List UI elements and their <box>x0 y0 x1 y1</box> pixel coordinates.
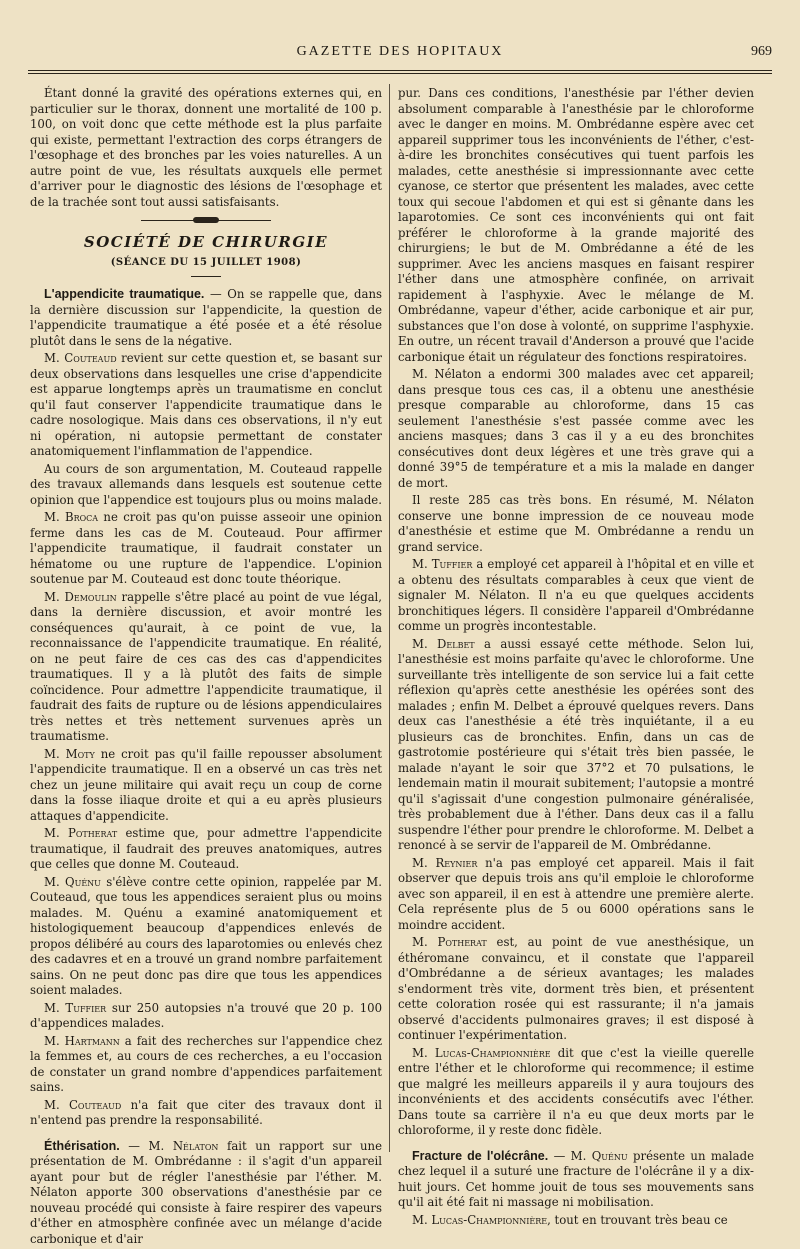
paragraph-broca: M. Broca ne croit pas qu'on puisse asseoir une opinion ferme dans les cas de M. Couteaud. Pour affirmer l'appendicite traumatique, il faudrait constater un hématome ou une rupture de l'appendice. L'opinion soutenue par M. Couteaud est donc toute théorique. <box>30 510 382 586</box>
paragraph-lucas-2: M. Lucas-Championnière, tout en trouvant très beau ce <box>412 1212 728 1227</box>
journal-title: GAZETTE DES HOPITAUX <box>296 44 504 59</box>
short-rule <box>191 276 221 277</box>
paragraph-fracture: Fracture de l'olécrâne. — M. Quénu présente un malade chez lequel il a suturé une fracture de l'olécrâne il y a dix-huit jours. Cet homme jouit de tous ses mouvements sans qu'il ait été fait ni massage ni mobilisation. <box>398 1148 755 1209</box>
paragraph-couteaud-2: M. Couteaud n'a fait que citer des travaux dont il n'entend pas prendre la responsabilité. <box>30 1097 382 1127</box>
page-number: 969 <box>751 44 772 59</box>
intro-paragraph: Étant donné la gravité des opérations externes qui, en particulier sur le thorax, donnent une mortalité de 100 p. 100, on voit donc que cette méthode est la plus parfaite qui existe, permettant l'extraction des corps étrangers de l'œsophage et des bronches par les voies naturelles. A un autre point de vue, les résultats auxquels elle permet d'arriver pour le diagnostic des lésions de l'œsophage et de la trachée sont tout aussi satisfaisants. <box>30 86 382 209</box>
paragraph-appendicite: L'appendicite traumatique. — On se rappelle que, dans la dernière discussion sur l'appendicite, la question de l'appendicite traumatique a été posée et a été résolue plutôt dans le sens de la négative. <box>30 287 382 348</box>
column-divider <box>389 84 390 1152</box>
paragraph-nelaton: M. Nélaton a endormi 300 malades avec cet appareil; dans presque tous ces cas, il a obtenu une anesthésie presque comparable au chloroforme, dans 15 cas seulement l'anesthésie s'est passée comme avec les anciens masques; dans 3 cas il y a eu des bronchites consécutives dont deux légères et une très grave qui a donné 39°5 de température et a mis la malade en danger de mort. <box>398 367 754 490</box>
paragraph-tuffier-right: M. Tuffier a employé cet appareil à l'hôpital et en ville et a obtenu des résultats comparables à ceux que vient de signaler M. Nélaton. Il n'a eu que quelques accidents bronchitiques légers. Il considère l'appareil d'Ombrédanne comme un progrès incontestable. <box>398 557 754 633</box>
subheading-fracture: Fracture de l'olécrâne. <box>412 1148 549 1163</box>
paragraph-moty: M. Moty ne croit pas qu'il faille repousser absolument l'appendicite traumatique. Il en a observé un cas très net chez un jeune militaire qui avait reçu un coup de corne dans la fosse iliaque droite et qui a eu après plusieurs attaques d'appendicite. <box>30 746 382 823</box>
ornamental-separator <box>141 220 271 225</box>
paragraph-couteaud: M. Couteaud revient sur cette question et, se basant sur deux observations dans lesquelles une crise d'appendicite est apparue longtemps après un traumatisme en conclut qu'il faut conserver l'appendicite traumatique dans le cadre nosologique. Mais dans ces observations, il n'y eut ni opération, ni autopsie permettant de constater anatomiquement l'inflammation de l'appendice. <box>30 351 382 458</box>
header-rule <box>28 70 772 71</box>
paragraph-argument: Au cours de son argumentation, M. Couteaud rappelle des travaux allemands dans lesquels est soutenue cette opinion que l'appendice est toujours plus ou moins malade. <box>30 461 382 507</box>
paragraph-tuffier: M. Tuffier sur 250 autopsies n'a trouvé que 20 p. 100 d'appendices malades. <box>30 1000 383 1030</box>
paragraph-reste: Il reste 285 cas très bons. En résumé, M. Nélaton conserve une bonne impression de ce nouveau mode d'anesthésie et estime que M. Ombrédanne a rendu un grand service. <box>398 493 754 554</box>
subheading-etherisation: Éthérisation. <box>44 1138 120 1153</box>
paragraph-hartmann: M. Hartmann a fait des recherches sur l'appendice chez la femmes et, au cours de ces recherches, a eu l'occasion de constater un grand nombre d'appendices parfaitement sains. <box>30 1033 382 1094</box>
page-header <box>28 38 772 68</box>
paragraph-quenu: M. Quénu s'élève contre cette opinion, rappelée par M. Couteaud, que tous les appendices seraient plus ou moins malades. M. Quénu a examiné anatomiquement et histologiquement beaucoup d'appendices enlevés de propos délibéré au cours des laparotomies ou enlevés chez des cadavres et en a trouvé un grand nombre parfaitement sains. On ne peut donc pas dire que tous les appendices soient malades. <box>30 874 382 997</box>
header-rule-thin <box>28 73 772 74</box>
paragraph-potherat: M. Potherat estime que, pour admettre l'appendicite traumatique, il faudrait des preuves anatomiques, autres que celles que donne M. Couteaud. <box>30 826 382 871</box>
paragraph-lucas: M. Lucas-Championnière dit que c'est la vieille querelle entre l'éther et le chloroforme qui recommence; il estime que malgré les meilleurs appareils il y aura toujours des inconvénients et des accidents consécutifs avec l'éther. Dans toute sa carrière il n'a eu que deux morts par le chloroforme, il y reste donc fidèle. <box>398 1045 754 1137</box>
paragraph-etherisation: Éthérisation. — M. Nélaton fait un rapport sur une présentation de M. Ombrédanne : il s'agit d'un appareil ayant pour but de régler l'anesthésie par l'éther. M. Nélaton apporte 300 observations d'anesthésie par ce nouveau procédé qui consiste à faire respirer des vapeurs d'éther en atmosphère confinée avec un mélange d'acide carbonique et d'air <box>30 1138 383 1246</box>
subheading-appendicite: L'appendicite traumatique. <box>44 287 205 301</box>
paragraph-continuation: pur. Dans ces conditions, l'anesthésie par l'éther devien absolument comparable à l'anesthésie par le chloroforme avec le danger en moins. M. Ombrédanne espère avec cet appareil supprimer tous les inconvénients de l'éther, c'est-à-dire les bronchites consécutives qui tuent parfois les malades, cette anesthésie si impressionnante avec cette cyanose, ce stertor que présentent les malades, avec cette toux qui secoue l'abdomen et qui est si gênante dans les laparotomies. Ce sont ces inconvénients qui ont fait préférer le chloroforme à la grande majorité des chirurgiens; le but de M. Ombrédanne a été de les supprimer. Avec les anciens masques en faisant respirer l'éther dans une atmosphère confinée, on arrivait rapidement à l'asphyxie. Avec le mélange de M. Ombrédanne, vapeur d'éther, acide carbonique et air pur, substances que l'on dose à volonté, on supprime l'asphyxie. En outre, un récent travail d'Anderson a prouvé que l'acide carbonique était un régulateur des fonctions respiratoires. <box>398 86 754 364</box>
paragraph-reynier: M. Reynier n'a pas employé cet appareil. Mais il fait observer que depuis trois ans qu'il emploie le chloroforme avec son appareil, il en est à attendre une première alerte. Cela représente plus de 5 ou 6000 opérations sans le moindre accident. <box>398 855 755 932</box>
paragraph-delbet: M. Delbet a aussi essayé cette méthode. Selon lui, l'anesthésie est moins parfaite qu'avec le chloroforme. Une surveillante très intelligente de son service lui a fait cette réflexion qu'après cette anesthésie les opérées sont des malades ; enfin M. Delbet a éprouvé quelques revers. Dans deux cas l'anesthésie a été très inquiétante, il a eu plusieurs cas de bronchites. Enfin, dans un cas de gastrotomie postérieure qui s'était très bien passée, le malade n'ayant le soir que 37°2 et 70 pulsations, le lendemain matin il mourait subitement; l'autopsie a montré qu'il s'agissait d'une congestion pulmonaire généralisée, très probablement due à l'éther. Dans deux cas il a fallu suspendre l'éther pour prendre le chloroforme. M. Delbet a renoncé à se servir de l'appareil de M. Ombrédanne. <box>398 636 754 852</box>
left-column <box>30 86 382 1249</box>
right-column <box>398 86 754 1230</box>
paragraph-potherat-right: M. Potherat est, au point de vue anesthésique, un éthéromane convaincu, et il constate que l'appareil d'Ombrédanne a de sérieux avantages; les malades s'endorment très vite, dorment très bien, et présentent cette coloration rosée qui est rassurante; il n'a jamais observé d'accidents pulmonaires graves; il est disposé à continuer l'expérimentation. <box>398 935 755 1042</box>
section-title: SOCIÉTÉ DE CHIRURGIE <box>83 233 329 251</box>
paragraph-demoulin: M. Demoulin rappelle s'être placé au point de vue légal, dans la dernière discussion, et avoir montré les conséquences qu'aurait, à ce point de vue, la reconnaissance de l'appendicite traumatique. En réalité, on ne peut faire de ces cas des cas d'appendicites traumatiques. Il y a là plutôt des faits de simple coïncidence. Pour admettre l'appendicite traumatique, il faudrait des faits de rupture ou de lésions appendiculaires très nettes et très nettement survenues après un traumatisme. <box>30 589 382 743</box>
session-date: (SÉANCE DU 15 JUILLET 1908) <box>110 256 302 268</box>
